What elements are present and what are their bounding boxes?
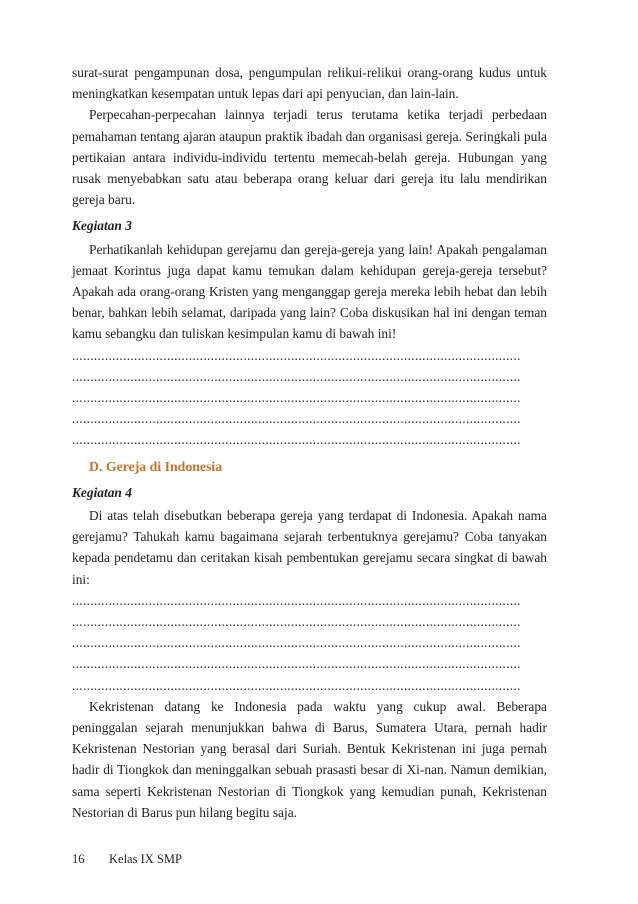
- kegiatan-3-answer-lines: [72, 345, 547, 451]
- answer-line[interactable]: ...........................................................................................................................: [72, 635, 521, 651]
- answer-line[interactable]: ...........................................................................................................................: [72, 390, 521, 406]
- kegiatan-4-instructions: Di atas telah disebutkan beberapa gereja yang terdapat di Indonesia. Apakah nama gerejamu? Tahukah kamu bagaimana sejarah terbentuknya gerejamu? Coba tanyakan kepada pendetamu dan ceritakan kisah pembentukan gerejamu secara singkat di bawah ini:: [72, 507, 547, 587]
- paragraph-intro: surat-surat pengampunan dosa, pengumpulan relikui-relikui orang-orang kudus untuk meningkatkan kesempatan untuk lepas dari api penyucian, dan lain-lain.: [72, 65, 547, 102]
- paragraph-kekristenan: Kekristenan datang ke Indonesia pada waktu yang cukup awal. Beberapa peninggalan sejarah menunjukkan bahwa di Barus, Sumatera Utara, pernah hadir Kekristenan Nestorian yang berasal dari Suriah. Bentuk Kekristenan ini juga pernah hadir di Tiongkok dan meninggalkan sebuah prasasti besar di Xi-nan. Namun demikian, sama seperti Kekristenan Nestorian di Tiongkok yang kemudian punah, Kekristenan Nestorian di Barus pun hilang begitu saja.: [72, 698, 547, 820]
- paragraph-perpecahan: Perpecahan-perpecahan lainnya terjadi terus terutama ketika terjadi perbedaan pemahaman tentang ajaran ataupun praktik ibadah dan organisasi gereja. Seringkali pula pertikaian antara individu-individu tertentu memecah-belah gereja. Hubungan yang rusak menyebabkan satu atau beberapa orang keluar dari gereja itu lalu mendirikan gereja baru.: [72, 107, 547, 208]
- answer-line[interactable]: ...........................................................................................................................: [72, 368, 521, 384]
- answer-line[interactable]: ...........................................................................................................................: [72, 613, 521, 629]
- answer-line[interactable]: ...........................................................................................................................: [72, 677, 521, 693]
- answer-line[interactable]: ...........................................................................................................................: [72, 347, 521, 363]
- kegiatan-3-instructions: Perhatikanlah kehidupan gerejamu dan gereja-gereja yang lain! Apakah pengalaman jemaat Korintus juga dapat kamu temukan dalam kehidupan gereja-gereja tersebut? Apakah ada orang-orang Kristen yang menganggap gereja mereka lebih hebat dan lebih benar, bahkan lebih selamat, daripada yang lain? Coba diskusikan hal ini dengan teman kamu sebangku dan tuliskan kesimpulan kamu di bawah ini!: [72, 241, 547, 342]
- answer-line[interactable]: ...........................................................................................................................: [72, 656, 521, 672]
- page-footer: [72, 852, 182, 867]
- kegiatan-3-heading: Kegiatan 3: [72, 218, 132, 234]
- answer-line[interactable]: ...........................................................................................................................: [72, 432, 521, 448]
- answer-line[interactable]: ...........................................................................................................................: [72, 592, 521, 608]
- section-d-title: D. Gereja di Indonesia: [89, 458, 223, 474]
- book-title: Kelas IX SMP: [109, 852, 182, 866]
- kegiatan-4-answer-lines: [72, 590, 547, 696]
- answer-line[interactable]: ...........................................................................................................................: [72, 411, 521, 427]
- kegiatan-4-heading: Kegiatan 4: [72, 484, 132, 500]
- page-number: 16: [72, 852, 85, 866]
- page-content: [72, 62, 547, 823]
